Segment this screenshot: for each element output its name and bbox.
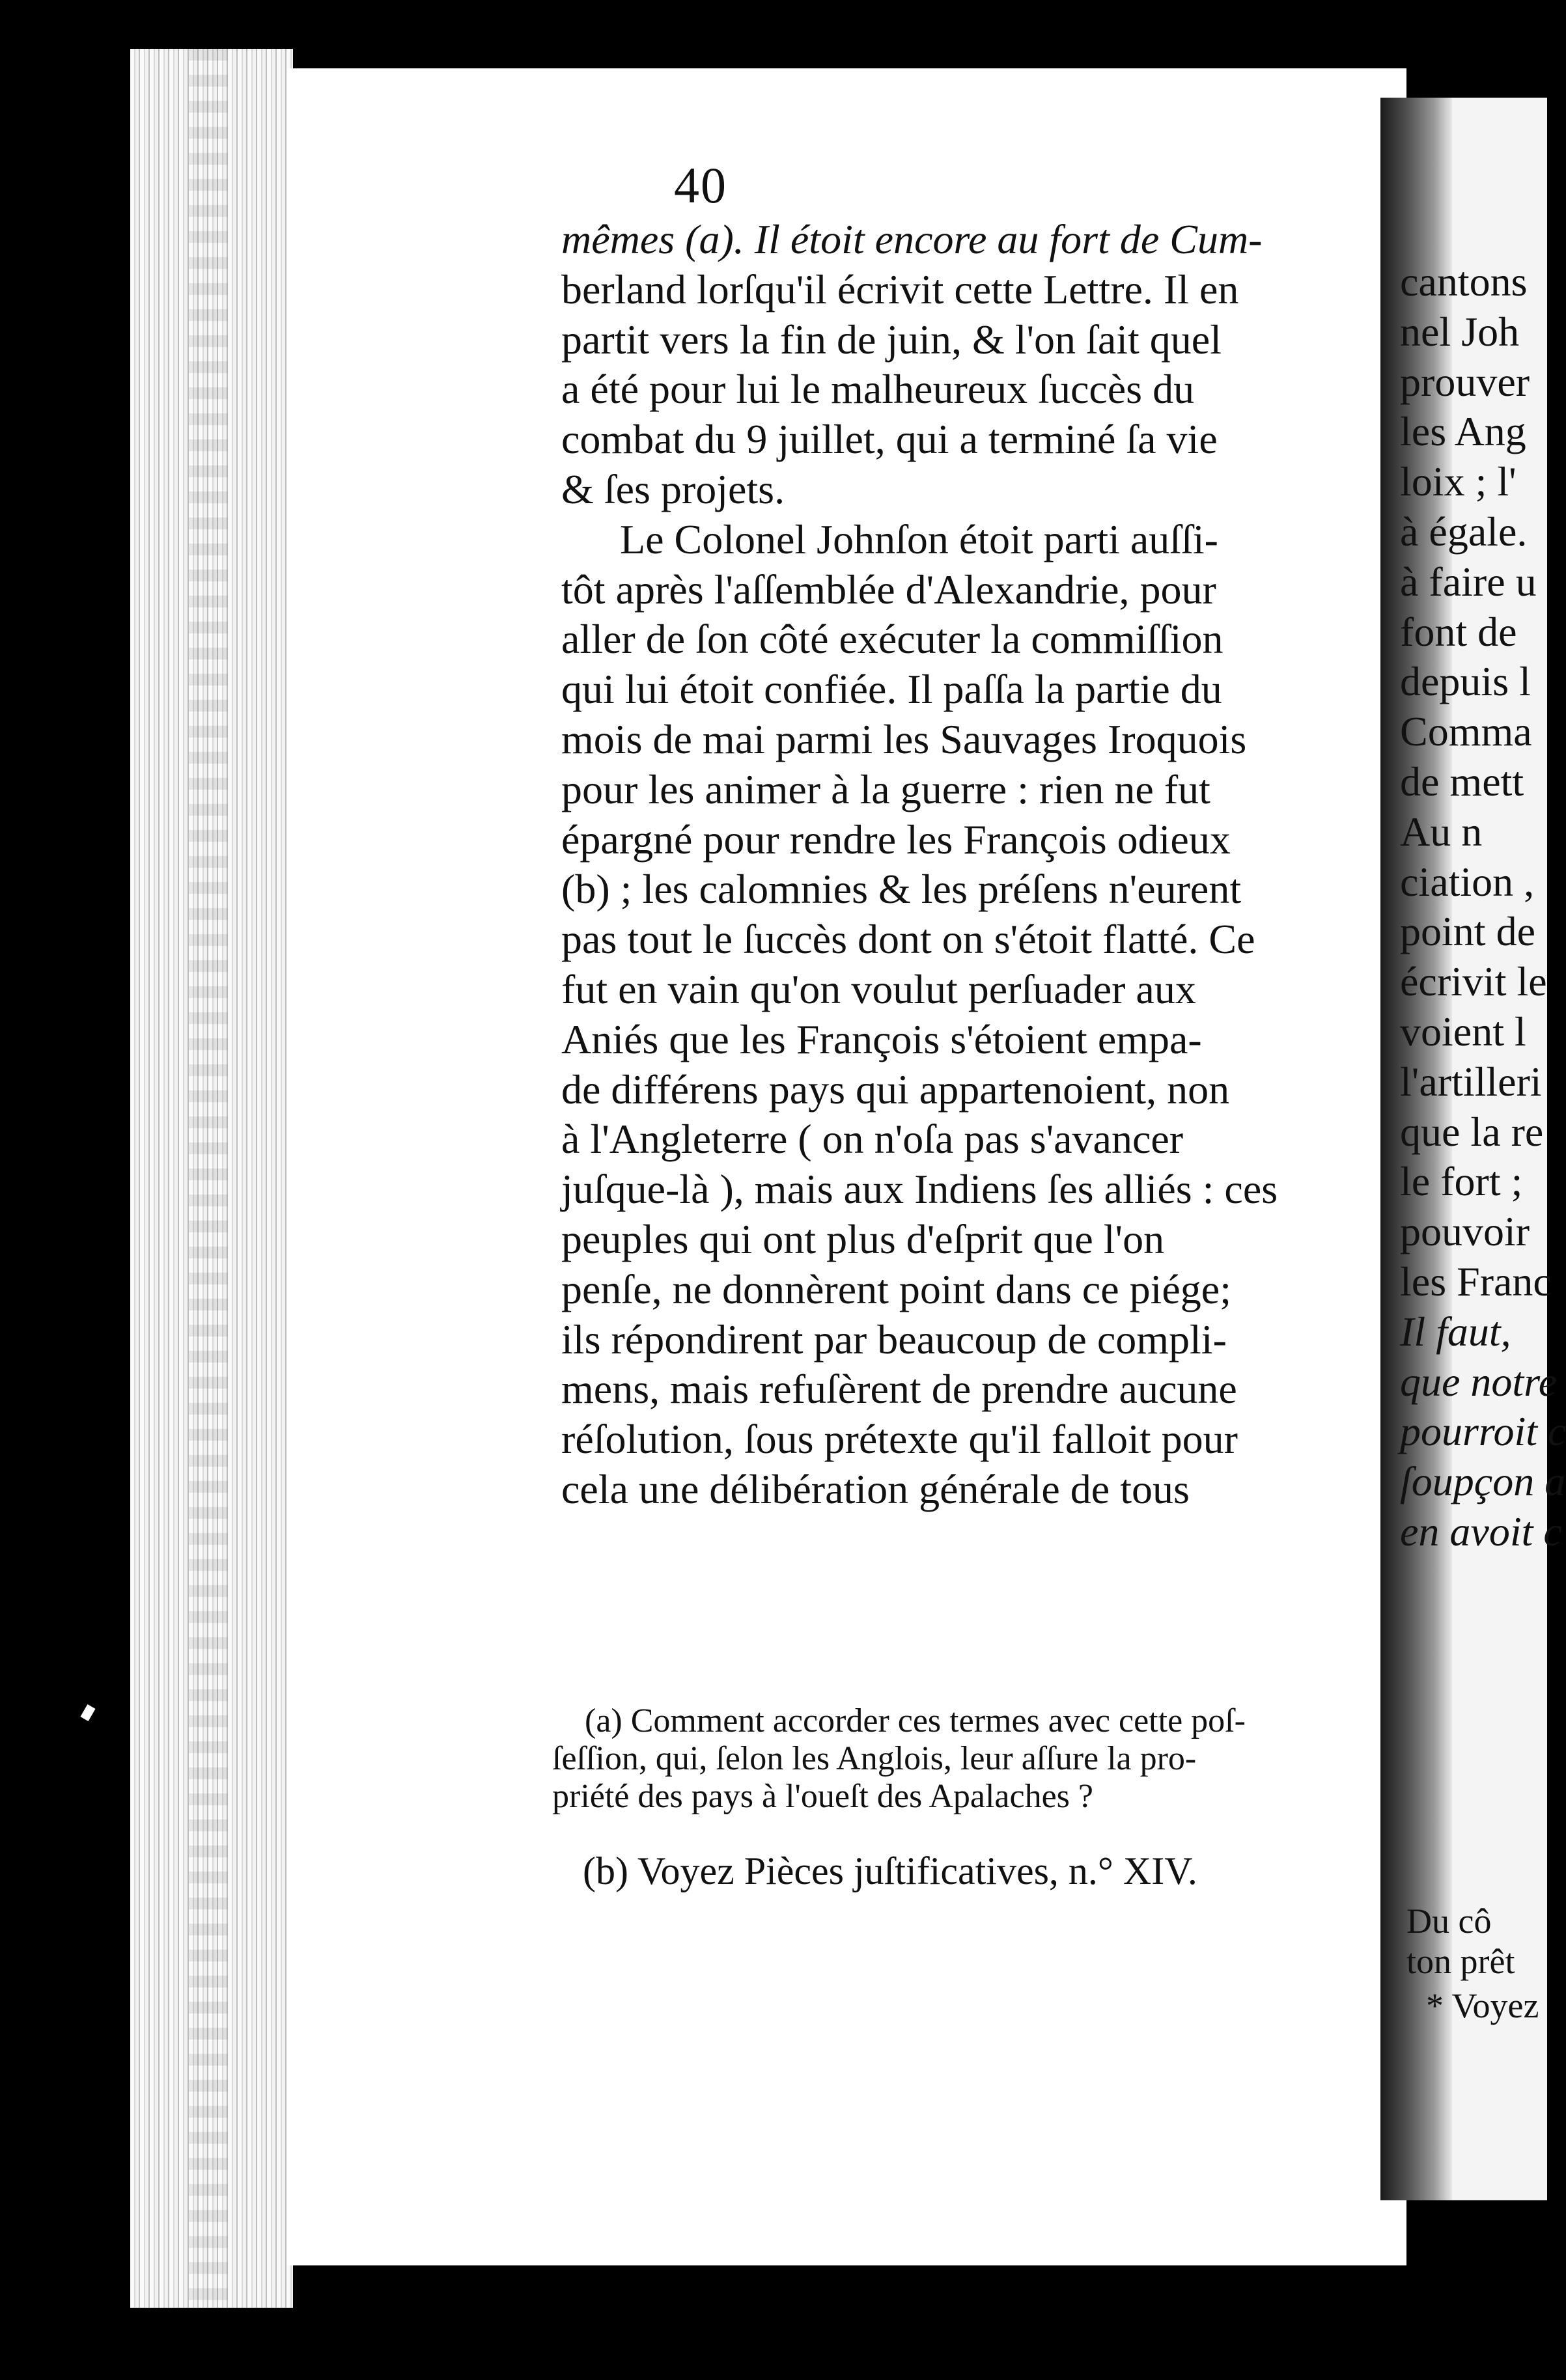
- page-mark: [80, 1704, 95, 1721]
- right-page-line: ſoupçon a: [1400, 1458, 1566, 1505]
- body-line: & ſes projets.: [561, 465, 785, 512]
- right-page-line: Au n: [1400, 808, 1483, 855]
- body-line: tôt après l'aſſemblée d'Alexandrie, pour: [561, 566, 1216, 613]
- footnote-line: (a) Comment accorder ces termes avec cette poſ-: [585, 1702, 1246, 1739]
- right-page-line: nel Joh: [1400, 308, 1520, 355]
- right-page-line: Il faut,: [1400, 1308, 1511, 1355]
- body-text: [561, 215, 1375, 1515]
- body-line: ils répondirent par beaucoup de compli-: [561, 1316, 1227, 1363]
- right-page-line: de mett: [1400, 758, 1524, 805]
- footnote-line: ſeſſion, qui, ſelon les Anglois, leur aſſure la pro-: [552, 1740, 1197, 1777]
- right-page-line: l'artilleri: [1400, 1058, 1542, 1105]
- body-line: penſe, ne donnèrent point dans ce piége;: [561, 1266, 1231, 1312]
- right-page-line: que notre: [1400, 1358, 1558, 1405]
- body-line: cela une délibération générale de tous: [561, 1465, 1190, 1512]
- right-page-line: à égale.: [1400, 508, 1528, 555]
- footnote-a: [552, 1702, 1379, 1816]
- right-page-line: les Franc: [1400, 1258, 1552, 1305]
- right-page-line: Comma: [1400, 708, 1532, 755]
- body-line: Aniés que les François s'étoient empa-: [561, 1016, 1202, 1062]
- body-line: mois de mai parmi les Sauvages Iroquois: [561, 715, 1247, 762]
- body-line: de différens pays qui appartenoient, non: [561, 1066, 1230, 1113]
- right-page-line: voient l: [1400, 1008, 1526, 1055]
- right-page-line: que la re: [1400, 1108, 1544, 1155]
- right-page-line: prouver: [1400, 358, 1530, 405]
- right-page-line: le fort ;: [1400, 1158, 1523, 1205]
- body-line: fut en vain qu'on voulut perſuader aux: [561, 965, 1196, 1012]
- body-line: berland lorſqu'il écrivit cette Lettre. Il en: [561, 266, 1239, 312]
- body-line: à l'Angleterre ( on n'oſa pas s'avancer: [561, 1116, 1184, 1163]
- right-page-line: les Ang: [1400, 408, 1526, 455]
- body-line: pour les animer à la guerre : rien ne fut: [561, 766, 1210, 812]
- right-page-foot-line: Du cô: [1406, 1902, 1492, 1941]
- right-page-lines: [1400, 257, 1566, 1557]
- body-line: juſque-là ), mais aux Indiens ſes alliés : ces: [561, 1166, 1278, 1213]
- body-line: mêmes (a). Il étoit encore au fort de Cum-: [561, 216, 1263, 262]
- body-line: pas tout le ſuccès dont on s'étoit flatté. Ce: [561, 916, 1255, 963]
- right-page-line: font de: [1400, 608, 1517, 655]
- right-page-line: ciation ,: [1400, 858, 1535, 905]
- body-line: combat du 9 juillet, qui a terminé ſa vie: [561, 416, 1218, 463]
- right-page-line: pouvoir: [1400, 1208, 1530, 1255]
- body-line: peuples qui ont plus d'eſprit que l'on: [561, 1215, 1165, 1262]
- body-line: partit vers la fin de juin, & l'on ſait quel: [561, 316, 1222, 363]
- right-page-line: écrivit le: [1400, 958, 1547, 1005]
- body-line: qui lui étoit confiée. Il paſſa la partie du: [561, 666, 1222, 713]
- right-page-footnote: * Voyez: [1426, 1986, 1539, 2025]
- right-page-paragraph-start: [1406, 1901, 1515, 1982]
- body-line: mens, mais refuſèrent de prendre aucune: [561, 1366, 1237, 1413]
- right-page-line: depuis l: [1400, 658, 1531, 705]
- body-line: aller de ſon côté exécuter la commiſſion: [561, 616, 1223, 663]
- book-page-edges: [130, 49, 293, 2308]
- right-page-foot-line: ton prêt: [1406, 1942, 1515, 1981]
- right-page-line: en avoit c: [1400, 1508, 1562, 1555]
- body-line: (b) ; les calomnies & les préſens n'eurent: [561, 866, 1242, 913]
- body-line: épargné pour rendre les François odieux: [561, 816, 1231, 863]
- body-line: Le Colonel Johnſon étoit parti auſſi-: [620, 516, 1218, 562]
- right-page-line: cantons: [1400, 258, 1528, 305]
- right-page-line: pourroit c: [1400, 1408, 1566, 1455]
- footnote-line: priété des pays à l'oueſt des Apalaches ?: [552, 1778, 1093, 1815]
- right-page-line: à faire u: [1400, 558, 1537, 605]
- body-line: réſolution, ſous prétexte qu'il falloit pour: [561, 1416, 1238, 1463]
- body-line: a été pour lui le malheureux ſuccès du: [561, 366, 1195, 413]
- page-number: 40: [674, 157, 727, 214]
- footnote-b: (b) Voyez Pièces juſtificatives, n.° XIV.: [583, 1849, 1197, 1892]
- right-page-line: point de: [1400, 908, 1535, 955]
- right-page-line: loix ; l': [1400, 458, 1517, 505]
- right-page-fragment: [1380, 98, 1566, 2200]
